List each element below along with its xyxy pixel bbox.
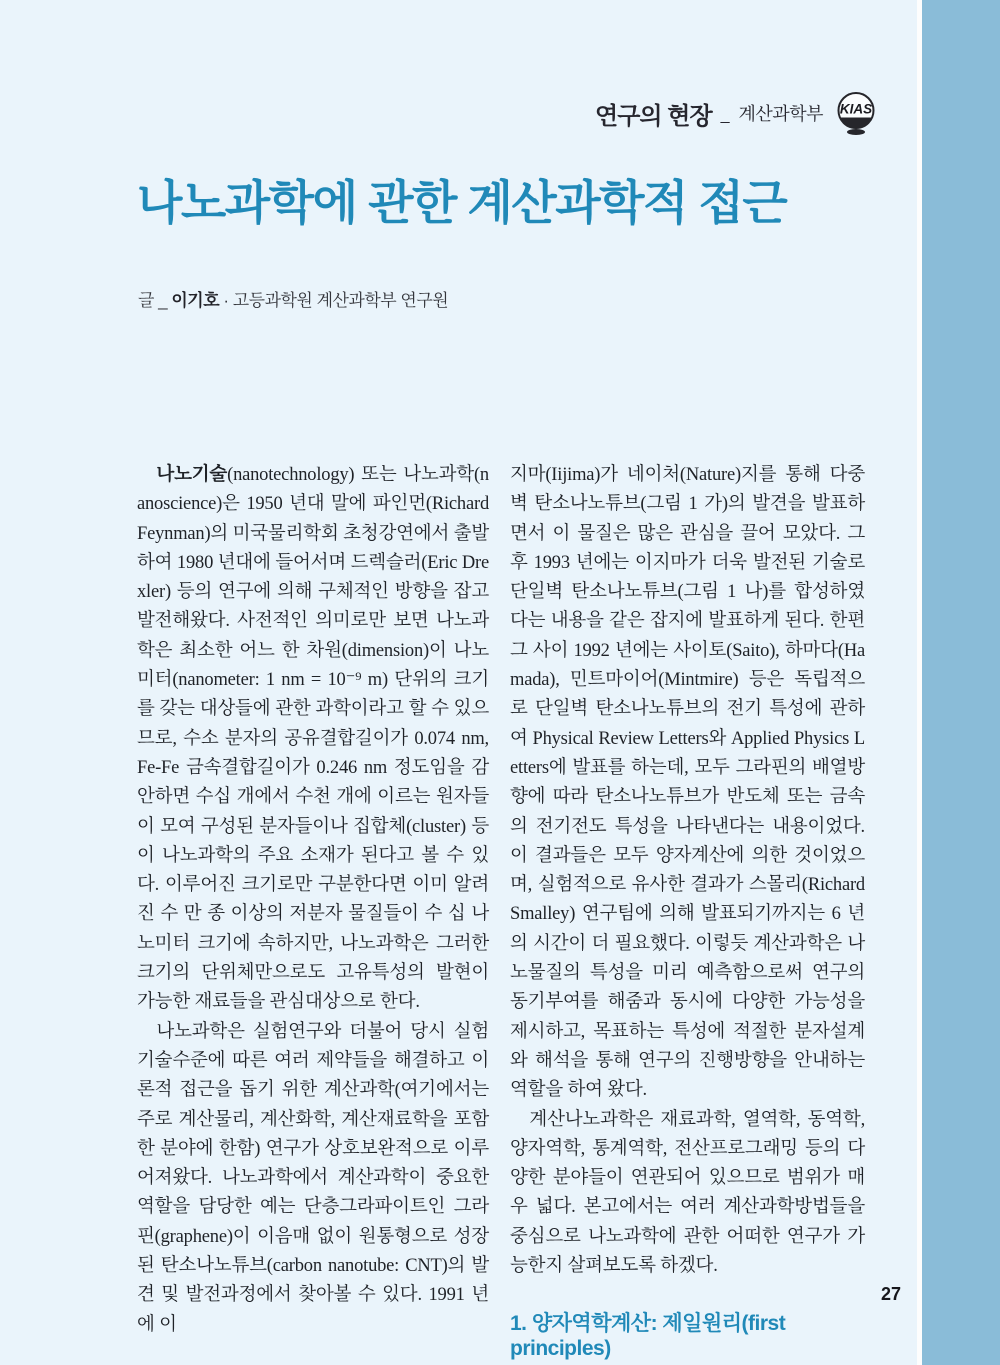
paragraph: [137, 1018, 489, 1340]
paragraph-text: (nanotechnology) 또는 나노과학(nanoscience)은 1950 년대 말에 파인먼(Richard Feynman)의 미국물리학회 초청강연에서 출발하여 1980 년대에 들어서며 드렉슬러(Eric Drexler) 등의 연구에 의해 구체적인 방향을 잡고 발전해왔다. 사전적인 의미로만 보면 나노과학은 최소한 어느 한 차원(dimension)이 나노미터(nanometer: 1 nm = 10⁻⁹ m) 단위의 크기를 갖는 대상들에 관한 과학이라고 할 수 있으므로, 수소 분자의 공유결합길이가 0.074 nm, Fe-Fe 금속결합길이가 0.246 nm 정도임을 감안하면 수십 개에서 수천 개에 이르는 원자들이 모여 구성된 분자들이나 집합체(cluster) 등이 나노과학의 주요 소재가 된다고 볼 수 있다. 이루어진 크기로만 구분한다면 이미 알려진 수 만 종 이상의 저분자 물질들이 수 십 나노미터 크기에 속하지만, 나노과학은 그러한 크기의 단위체만으로도 고유특성의 발현이 가능한 재료들을 관심대상으로 한다.: [137, 465, 489, 1013]
paragraph-text: 계산나노과학은 재료과학, 열역학, 동역학, 양자역학, 통계역학, 전산프로그래밍 등의 다양한 분야들이 연관되어 있으므로 범위가 매우 넓다. 본고에서는 여러 계산과학방법들을 중심으로 나노과학에 관한 어떠한 연구가 가능한지 살펴보도록 하겠다.: [510, 1109, 865, 1277]
right-column: [510, 461, 865, 1361]
page-header: [0, 90, 880, 136]
department-label: 계산과학부: [738, 104, 823, 124]
kias-logo-icon: [832, 90, 880, 136]
article-title: 나노과학에 관한 계산과학적 접근: [137, 176, 787, 229]
logo-text: KIAS: [839, 101, 873, 117]
byline-affiliation: · 고등과학원 계산과학부 연구원: [223, 291, 449, 310]
header-separator: _: [720, 107, 730, 124]
byline-author: 이기호: [171, 291, 220, 310]
paragraph: [510, 461, 865, 1106]
page-edge-strip: [917, 0, 1000, 1365]
left-column: [137, 461, 489, 1361]
logo-base: [847, 129, 865, 135]
section-label: 연구의 현장: [595, 102, 712, 130]
paragraph-lead: 나노기술: [156, 465, 228, 485]
paragraph-text: 지마(Iijima)가 네이처(Nature)지를 통해 다중벽 탄소나노튜브(그림 1 가)의 발견을 발표하면서 이 물질은 많은 관심을 끌어 모았다. 그 후 1993 년에는 이지마가 더욱 발전된 기술로 단일벽 탄소나노튜브(그림 1 나)를 합성하였다는 내용을 같은 잡지에 발표하게 된다. 한편 그 사이 1992 년에는 사이토(Saito), 하마다(Hamada), 민트마이어(Mintmire) 등은 독립적으로 단일벽 탄소나노튜브의 전기 특성에 관하여 Physical Review Letters와 Applied Physics Letters에 발표를 하는데, 모두 그라핀의 배열방향에 따라 탄소나노튜브가 반도체 또는 금속의 전기전도 특성을 나타낸다는 내용이었다. 이 결과들은 모두 양자계산에 의한 것이었으며, 실험적으로 유사한 결과가 스몰리(Richard Smalley) 연구팀에 의해 발표되기까지는 6 년의 시간이 더 필요했다. 이렇듯 계산과학은 나노물질의 특성을 미리 예측함으로써 연구의 동기부여를 해줌과 동시에 다양한 가능성을 제시하고, 목표하는 특성에 적절한 분자설계와 해석을 통해 연구의 진행방향을 안내하는 역할을 하여 왔다.: [510, 465, 865, 1101]
article-body: [137, 461, 865, 1361]
paragraph: [137, 461, 489, 1018]
byline-prefix: 글 _: [138, 291, 168, 310]
section-heading: 1. 양자역학계산: 제일원리(first principles): [510, 1312, 786, 1361]
page-number: 27: [881, 1284, 902, 1304]
byline: [138, 286, 448, 311]
paragraph: [510, 1106, 865, 1282]
paragraph-text: 나노과학은 실험연구와 더불어 당시 실험기술수준에 따른 여러 제약들을 해결하고 이론적 접근을 돕기 위한 계산과학(여기에서는 주로 계산물리, 계산화학, 계산재료학을 포함한 분야에 한함) 연구가 상호보완적으로 이루어져왔다. 나노과학에서 계산과학이 중요한 역할을 담당한 예는 단층그라파이트인 그라핀(graphene)이 이음매 없이 원통형으로 성장된 탄소나노튜브(carbon nanotube: CNT)의 발견 및 발전과정에서 찾아볼 수 있다. 1991 년에 이: [137, 1021, 489, 1335]
